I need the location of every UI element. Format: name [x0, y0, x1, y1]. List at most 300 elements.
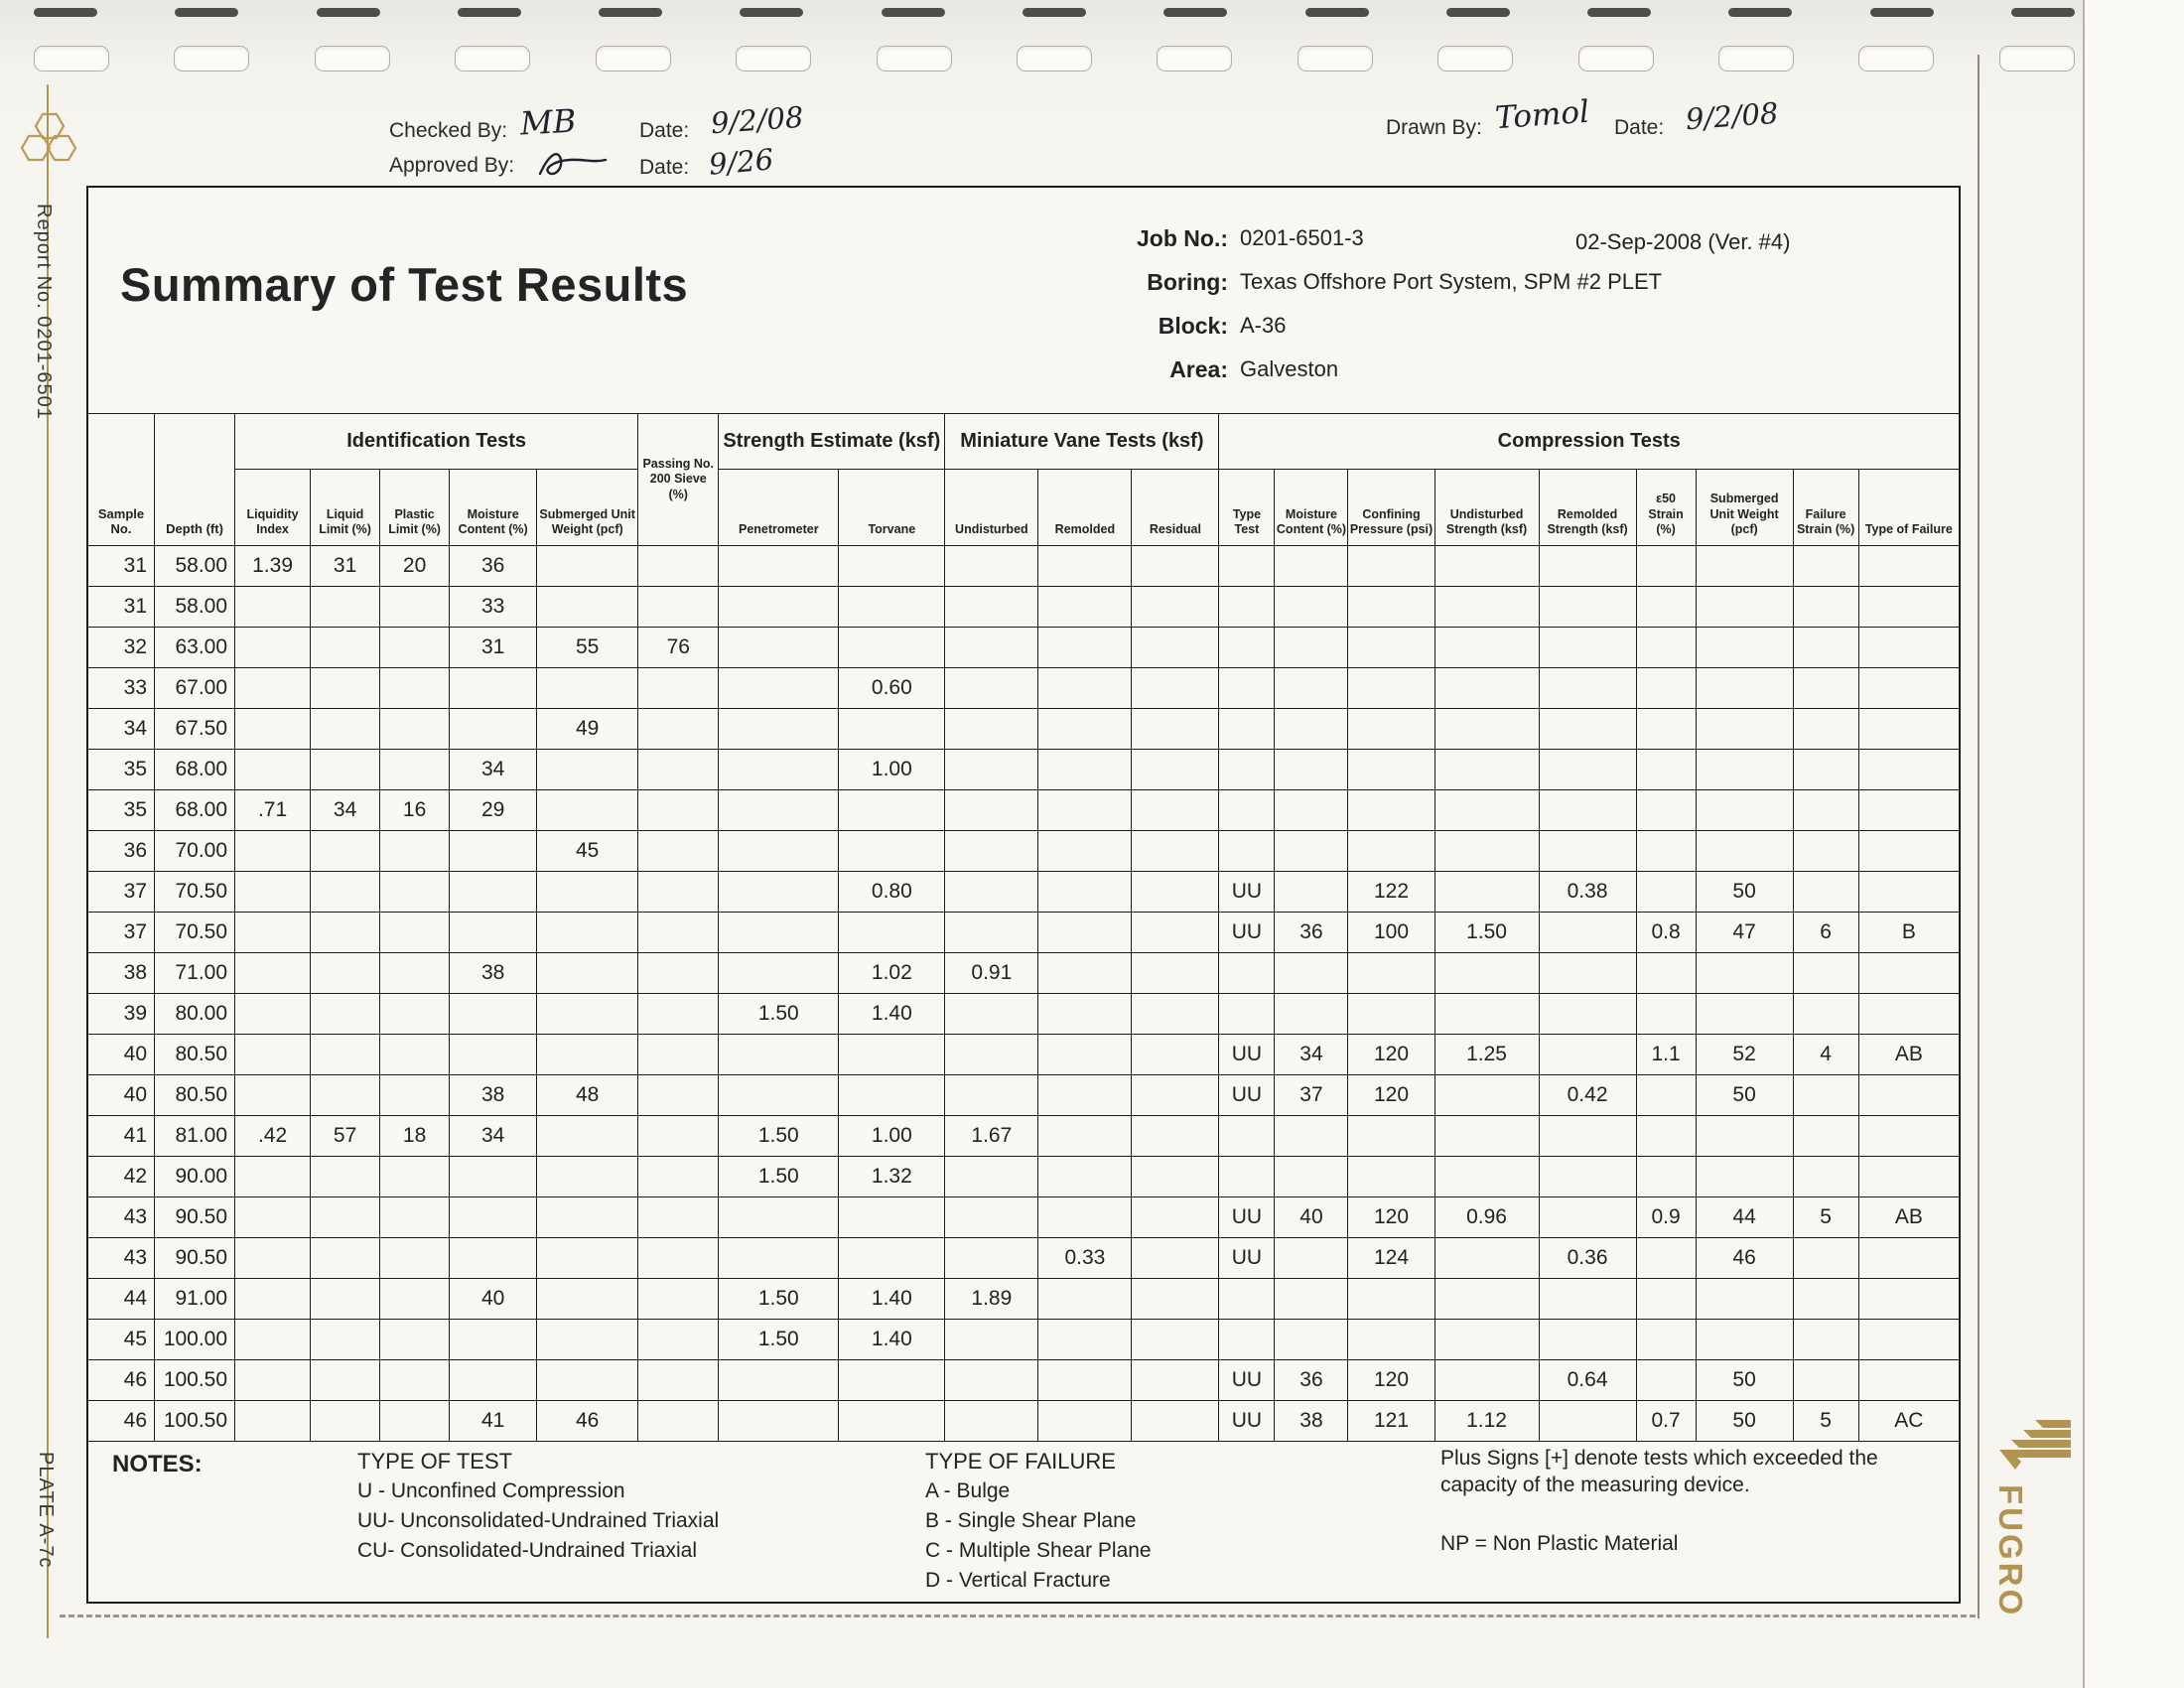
table-cell: [1038, 1075, 1132, 1116]
job-no-label: Job No.:: [1137, 225, 1228, 251]
column-header: Failure Strain (%): [1793, 470, 1858, 546]
table-row: [88, 587, 1960, 628]
table-cell: [1858, 790, 1959, 831]
table-cell: 1.50: [1434, 913, 1539, 953]
table-cell: [1793, 994, 1858, 1035]
table-cell: 1.50: [719, 994, 839, 1035]
table-cell: [1696, 790, 1793, 831]
table-cell: [311, 587, 380, 628]
table-cell: [945, 750, 1038, 790]
table-row: [88, 709, 1960, 750]
table-cell: 70.50: [155, 872, 235, 913]
table-cell: [1696, 709, 1793, 750]
table-cell: [1793, 953, 1858, 994]
table-cell: [380, 1401, 450, 1442]
table-cell: [1539, 587, 1636, 628]
column-header: Miniature Vane Tests (ksf): [945, 414, 1219, 470]
notes-label: NOTES:: [112, 1451, 203, 1477]
table-cell: [945, 1075, 1038, 1116]
approved-date-label: Date:: [639, 156, 690, 179]
table-cell: 71.00: [155, 953, 235, 994]
table-cell: [1132, 1116, 1219, 1157]
table-cell: [1636, 628, 1696, 668]
table-cell: [537, 790, 638, 831]
table-cell: [1636, 587, 1696, 628]
table-cell: [1539, 913, 1636, 953]
table-row: [88, 994, 1960, 1035]
table-cell: 37: [88, 872, 155, 913]
column-header: Type of Failure: [1858, 470, 1959, 546]
table-cell: [839, 1035, 945, 1075]
table-cell: [945, 913, 1038, 953]
table-cell: 1.67: [945, 1116, 1038, 1157]
table-cell: [1132, 750, 1219, 790]
table-cell: [1219, 587, 1275, 628]
table-row: [88, 1197, 1960, 1238]
table-cell: [638, 1320, 719, 1360]
column-header: Depth (ft): [155, 414, 235, 546]
table-cell: [380, 668, 450, 709]
table-cell: [1275, 953, 1348, 994]
table-cell: 0.91: [945, 953, 1038, 994]
table-cell: 122: [1348, 872, 1434, 913]
table-cell: 1.40: [839, 994, 945, 1035]
table-cell: 1.02: [839, 953, 945, 994]
table-cell: [1696, 1116, 1793, 1157]
table-cell: [380, 872, 450, 913]
table-cell: [1132, 1238, 1219, 1279]
table-cell: [1858, 668, 1959, 709]
table-cell: [1636, 1116, 1696, 1157]
hexagon-logo-icon: [18, 111, 79, 177]
table-cell: [945, 994, 1038, 1035]
table-cell: 42: [88, 1157, 155, 1197]
table-cell: [638, 831, 719, 872]
table-cell: [1696, 1320, 1793, 1360]
table-cell: 0.36: [1539, 1238, 1636, 1279]
table-cell: AB: [1858, 1197, 1959, 1238]
table-cell: 36: [1275, 913, 1348, 953]
table-cell: [235, 1075, 311, 1116]
table-cell: .71: [235, 790, 311, 831]
table-cell: 38: [88, 953, 155, 994]
table-cell: [945, 790, 1038, 831]
approved-by-label: Approved By:: [389, 154, 515, 177]
table-cell: 100.00: [155, 1320, 235, 1360]
table-cell: [719, 546, 839, 587]
table-cell: [945, 872, 1038, 913]
table-cell: 33: [88, 668, 155, 709]
table-cell: 38: [1275, 1401, 1348, 1442]
table-cell: [311, 709, 380, 750]
table-cell: 43: [88, 1197, 155, 1238]
table-cell: [1038, 1279, 1132, 1320]
table-cell: [1539, 1197, 1636, 1238]
table-cell: 1.00: [839, 1116, 945, 1157]
table-cell: [380, 1075, 450, 1116]
table-cell: [1348, 831, 1434, 872]
table-cell: 121: [1348, 1401, 1434, 1442]
table-cell: 50: [1696, 1401, 1793, 1442]
table-cell: 45: [88, 1320, 155, 1360]
block-value: A-36: [1240, 313, 1287, 338]
table-cell: [839, 1197, 945, 1238]
table-cell: [1275, 668, 1348, 709]
table-cell: 40: [1275, 1197, 1348, 1238]
table-cell: [1539, 994, 1636, 1035]
table-cell: [450, 872, 537, 913]
table-cell: [1636, 709, 1696, 750]
table-cell: [1348, 546, 1434, 587]
table-cell: [1038, 1116, 1132, 1157]
table-cell: [1038, 709, 1132, 750]
revision-date: 02-Sep-2008 (Ver. #4): [1575, 229, 1791, 254]
table-cell: 0.38: [1539, 872, 1636, 913]
table-cell: [945, 1320, 1038, 1360]
table-cell: 31: [450, 628, 537, 668]
table-cell: [235, 872, 311, 913]
table-row: [88, 628, 1960, 668]
table-cell: [719, 1075, 839, 1116]
table-row: [88, 831, 1960, 872]
table-cell: [1275, 587, 1348, 628]
table-cell: [1348, 790, 1434, 831]
table-cell: [1275, 1157, 1348, 1197]
table-cell: 70.00: [155, 831, 235, 872]
table-cell: [945, 1157, 1038, 1197]
checked-by-label: Checked By:: [389, 119, 508, 142]
table-cell: [1793, 872, 1858, 913]
table-cell: 35: [88, 790, 155, 831]
type-of-failure-block: [925, 1447, 1152, 1596]
table-cell: [1038, 546, 1132, 587]
table-cell: [380, 913, 450, 953]
table-cell: [380, 628, 450, 668]
table-row: [88, 1279, 1960, 1320]
table-cell: [638, 1279, 719, 1320]
table-cell: [839, 913, 945, 953]
table-cell: [1539, 1035, 1636, 1075]
column-header: Confining Pressure (psi): [1348, 470, 1434, 546]
table-cell: [380, 709, 450, 750]
table-cell: [945, 1197, 1038, 1238]
table-cell: [537, 913, 638, 953]
type-of-failure-item: A - Bulge: [925, 1479, 1011, 1502]
table-cell: [1636, 872, 1696, 913]
table-cell: 34: [88, 709, 155, 750]
table-cell: 100: [1348, 913, 1434, 953]
table-cell: 80.50: [155, 1035, 235, 1075]
table-cell: [1132, 1035, 1219, 1075]
type-of-failure-item: D - Vertical Fracture: [925, 1569, 1111, 1592]
table-cell: [311, 994, 380, 1035]
table-cell: [1132, 994, 1219, 1035]
table-cell: [1038, 872, 1132, 913]
boring-value: Texas Offshore Port System, SPM #2 PLET: [1240, 269, 1663, 294]
binder-dash: [175, 8, 238, 17]
table-cell: [311, 1401, 380, 1442]
table-cell: [638, 1197, 719, 1238]
table-cell: UU: [1219, 1360, 1275, 1401]
table-cell: [719, 790, 839, 831]
table-cell: 58.00: [155, 546, 235, 587]
table-cell: [839, 1075, 945, 1116]
table-cell: [945, 1401, 1038, 1442]
table-cell: [1434, 831, 1539, 872]
punch-hole: [596, 46, 671, 71]
column-header: Remolded: [1038, 470, 1132, 546]
table-cell: 33: [450, 587, 537, 628]
drawn-date-value: 9/2/08: [1684, 95, 1780, 137]
table-cell: [1636, 668, 1696, 709]
table-cell: [235, 1238, 311, 1279]
table-cell: [311, 1360, 380, 1401]
column-header: Liquidity Index: [235, 470, 311, 546]
punch-hole: [174, 46, 249, 71]
table-cell: UU: [1219, 1238, 1275, 1279]
table-cell: [1275, 872, 1348, 913]
punch-hole: [1437, 46, 1513, 71]
table-cell: [1434, 668, 1539, 709]
table-cell: 40: [450, 1279, 537, 1320]
table-cell: [1539, 750, 1636, 790]
table-cell: [235, 913, 311, 953]
table-cell: [1038, 1035, 1132, 1075]
table-cell: [1348, 628, 1434, 668]
job-no-value: 0201-6501-3: [1240, 225, 1364, 250]
table-cell: 43: [88, 1238, 155, 1279]
table-cell: [1793, 1157, 1858, 1197]
table-cell: UU: [1219, 913, 1275, 953]
table-cell: [380, 1279, 450, 1320]
table-cell: [1636, 994, 1696, 1035]
table-cell: [537, 1360, 638, 1401]
table-cell: [235, 1279, 311, 1320]
table-cell: [1858, 1360, 1959, 1401]
table-cell: 68.00: [155, 790, 235, 831]
table-cell: [719, 709, 839, 750]
table-cell: [1539, 546, 1636, 587]
table-row: [88, 1320, 1960, 1360]
table-cell: [1434, 546, 1539, 587]
table-cell: [945, 668, 1038, 709]
table-cell: [311, 1320, 380, 1360]
table-cell: [638, 1238, 719, 1279]
table-cell: [1858, 831, 1959, 872]
table-cell: 67.50: [155, 709, 235, 750]
table-cell: 81.00: [155, 1116, 235, 1157]
table-cell: [380, 994, 450, 1035]
table-cell: [537, 994, 638, 1035]
table-cell: UU: [1219, 872, 1275, 913]
table-cell: [1636, 831, 1696, 872]
type-of-test-item: UU- Unconsolidated-Undrained Triaxial: [357, 1509, 720, 1532]
table-cell: [1696, 587, 1793, 628]
type-of-test-block: [357, 1447, 719, 1566]
table-cell: [537, 750, 638, 790]
table-cell: [839, 1238, 945, 1279]
table-cell: 31: [311, 546, 380, 587]
column-header: Residual: [1132, 470, 1219, 546]
report-number-vertical: Report No. 0201-6501: [33, 204, 55, 420]
table-cell: 44: [1696, 1197, 1793, 1238]
table-cell: UU: [1219, 1035, 1275, 1075]
column-header: Undisturbed Strength (ksf): [1434, 470, 1539, 546]
binder-dash: [882, 8, 945, 17]
table-cell: [945, 587, 1038, 628]
table-cell: 80.00: [155, 994, 235, 1035]
table-cell: [1539, 668, 1636, 709]
table-cell: [1858, 1279, 1959, 1320]
table-cell: [1038, 1401, 1132, 1442]
type-of-test-title: TYPE OF TEST: [357, 1449, 513, 1474]
table-cell: [1696, 1157, 1793, 1197]
table-cell: [235, 1157, 311, 1197]
table-cell: 41: [88, 1116, 155, 1157]
table-cell: [1275, 750, 1348, 790]
table-cell: [719, 872, 839, 913]
table-cell: [1434, 628, 1539, 668]
table-cell: [1132, 790, 1219, 831]
table-cell: [1793, 709, 1858, 750]
table-cell: AC: [1858, 1401, 1959, 1442]
table-cell: [1132, 953, 1219, 994]
table-cell: [1636, 1075, 1696, 1116]
column-header: Passing No. 200 Sieve (%): [638, 414, 719, 546]
table-cell: [1858, 587, 1959, 628]
table-cell: 31: [88, 546, 155, 587]
table-cell: [1132, 913, 1219, 953]
table-cell: [1434, 1238, 1539, 1279]
table-cell: 120: [1348, 1360, 1434, 1401]
table-cell: [638, 1075, 719, 1116]
table-cell: 1.40: [839, 1279, 945, 1320]
fugro-arrow-icon: [1995, 1418, 2075, 1476]
column-header: ε50 Strain (%): [1636, 470, 1696, 546]
table-cell: [235, 953, 311, 994]
binder-dash: [1870, 8, 1934, 17]
table-cell: 1.50: [719, 1116, 839, 1157]
column-header: Torvane: [839, 470, 945, 546]
table-cell: AB: [1858, 1035, 1959, 1075]
table-cell: [1275, 831, 1348, 872]
table-cell: [1132, 546, 1219, 587]
column-header: Penetrometer: [719, 470, 839, 546]
table-cell: [1793, 1320, 1858, 1360]
table-cell: [839, 831, 945, 872]
table-row: [88, 872, 1960, 913]
block-label: Block:: [1158, 313, 1228, 339]
table-cell: [1434, 953, 1539, 994]
table-cell: [380, 750, 450, 790]
table-cell: [1038, 831, 1132, 872]
punch-hole: [1157, 46, 1232, 71]
table-cell: [380, 1238, 450, 1279]
table-row: [88, 1238, 1960, 1279]
table-cell: [235, 831, 311, 872]
table-cell: [537, 872, 638, 913]
table-cell: [1434, 750, 1539, 790]
table-cell: 0.8: [1636, 913, 1696, 953]
table-cell: 5: [1793, 1197, 1858, 1238]
table-cell: [1132, 831, 1219, 872]
column-header: Type Test: [1219, 470, 1275, 546]
table-cell: [1434, 709, 1539, 750]
table-cell: [1132, 1075, 1219, 1116]
table-cell: [1434, 1116, 1539, 1157]
table-cell: [235, 1035, 311, 1075]
table-cell: UU: [1219, 1401, 1275, 1442]
table-cell: [235, 1320, 311, 1360]
table-cell: 41: [450, 1401, 537, 1442]
table-cell: 1.00: [839, 750, 945, 790]
report-frame: [86, 186, 1961, 1604]
table-cell: [1219, 1320, 1275, 1360]
drawn-date-label: Date:: [1614, 116, 1665, 139]
table-cell: [1038, 1157, 1132, 1197]
table-cell: [1858, 872, 1959, 913]
table-cell: [1858, 709, 1959, 750]
table-cell: 52: [1696, 1035, 1793, 1075]
table-cell: .42: [235, 1116, 311, 1157]
table-cell: [450, 709, 537, 750]
table-cell: [945, 831, 1038, 872]
table-cell: [1275, 709, 1348, 750]
binder-dash: [1587, 8, 1651, 17]
table-cell: 49: [537, 709, 638, 750]
table-cell: [1793, 1116, 1858, 1157]
table-cell: 44: [88, 1279, 155, 1320]
table-cell: [638, 994, 719, 1035]
table-cell: 57: [311, 1116, 380, 1157]
table-cell: [1858, 1116, 1959, 1157]
table-cell: 34: [450, 750, 537, 790]
table-row: [88, 1116, 1960, 1157]
table-cell: [1539, 1401, 1636, 1442]
table-cell: [1219, 750, 1275, 790]
table-cell: [1636, 1238, 1696, 1279]
table-cell: [1858, 953, 1959, 994]
table-cell: [1636, 1360, 1696, 1401]
fugro-logo: [1991, 1418, 2079, 1618]
table-cell: [1038, 790, 1132, 831]
table-cell: [1219, 1279, 1275, 1320]
table-cell: 90.00: [155, 1157, 235, 1197]
table-cell: 35: [88, 750, 155, 790]
bottom-perforation-line: [60, 1615, 1976, 1618]
table-cell: 1.1: [1636, 1035, 1696, 1075]
table-cell: 1.89: [945, 1279, 1038, 1320]
table-cell: [1858, 994, 1959, 1035]
notes-section: [88, 1441, 1959, 1604]
column-header: Liquid Limit (%): [311, 470, 380, 546]
table-cell: [1434, 872, 1539, 913]
table-cell: [1348, 1279, 1434, 1320]
column-header: Undisturbed: [945, 470, 1038, 546]
table-cell: [1434, 1360, 1539, 1401]
table-cell: [1696, 994, 1793, 1035]
table-cell: [380, 587, 450, 628]
table-cell: [1132, 709, 1219, 750]
table-cell: [1793, 750, 1858, 790]
table-cell: 55: [537, 628, 638, 668]
table-cell: [1275, 994, 1348, 1035]
table-cell: [1636, 546, 1696, 587]
table-cell: [235, 1360, 311, 1401]
binder-dash: [1163, 8, 1227, 17]
table-cell: [1539, 1320, 1636, 1360]
approved-date-value: 9/26: [707, 142, 775, 182]
